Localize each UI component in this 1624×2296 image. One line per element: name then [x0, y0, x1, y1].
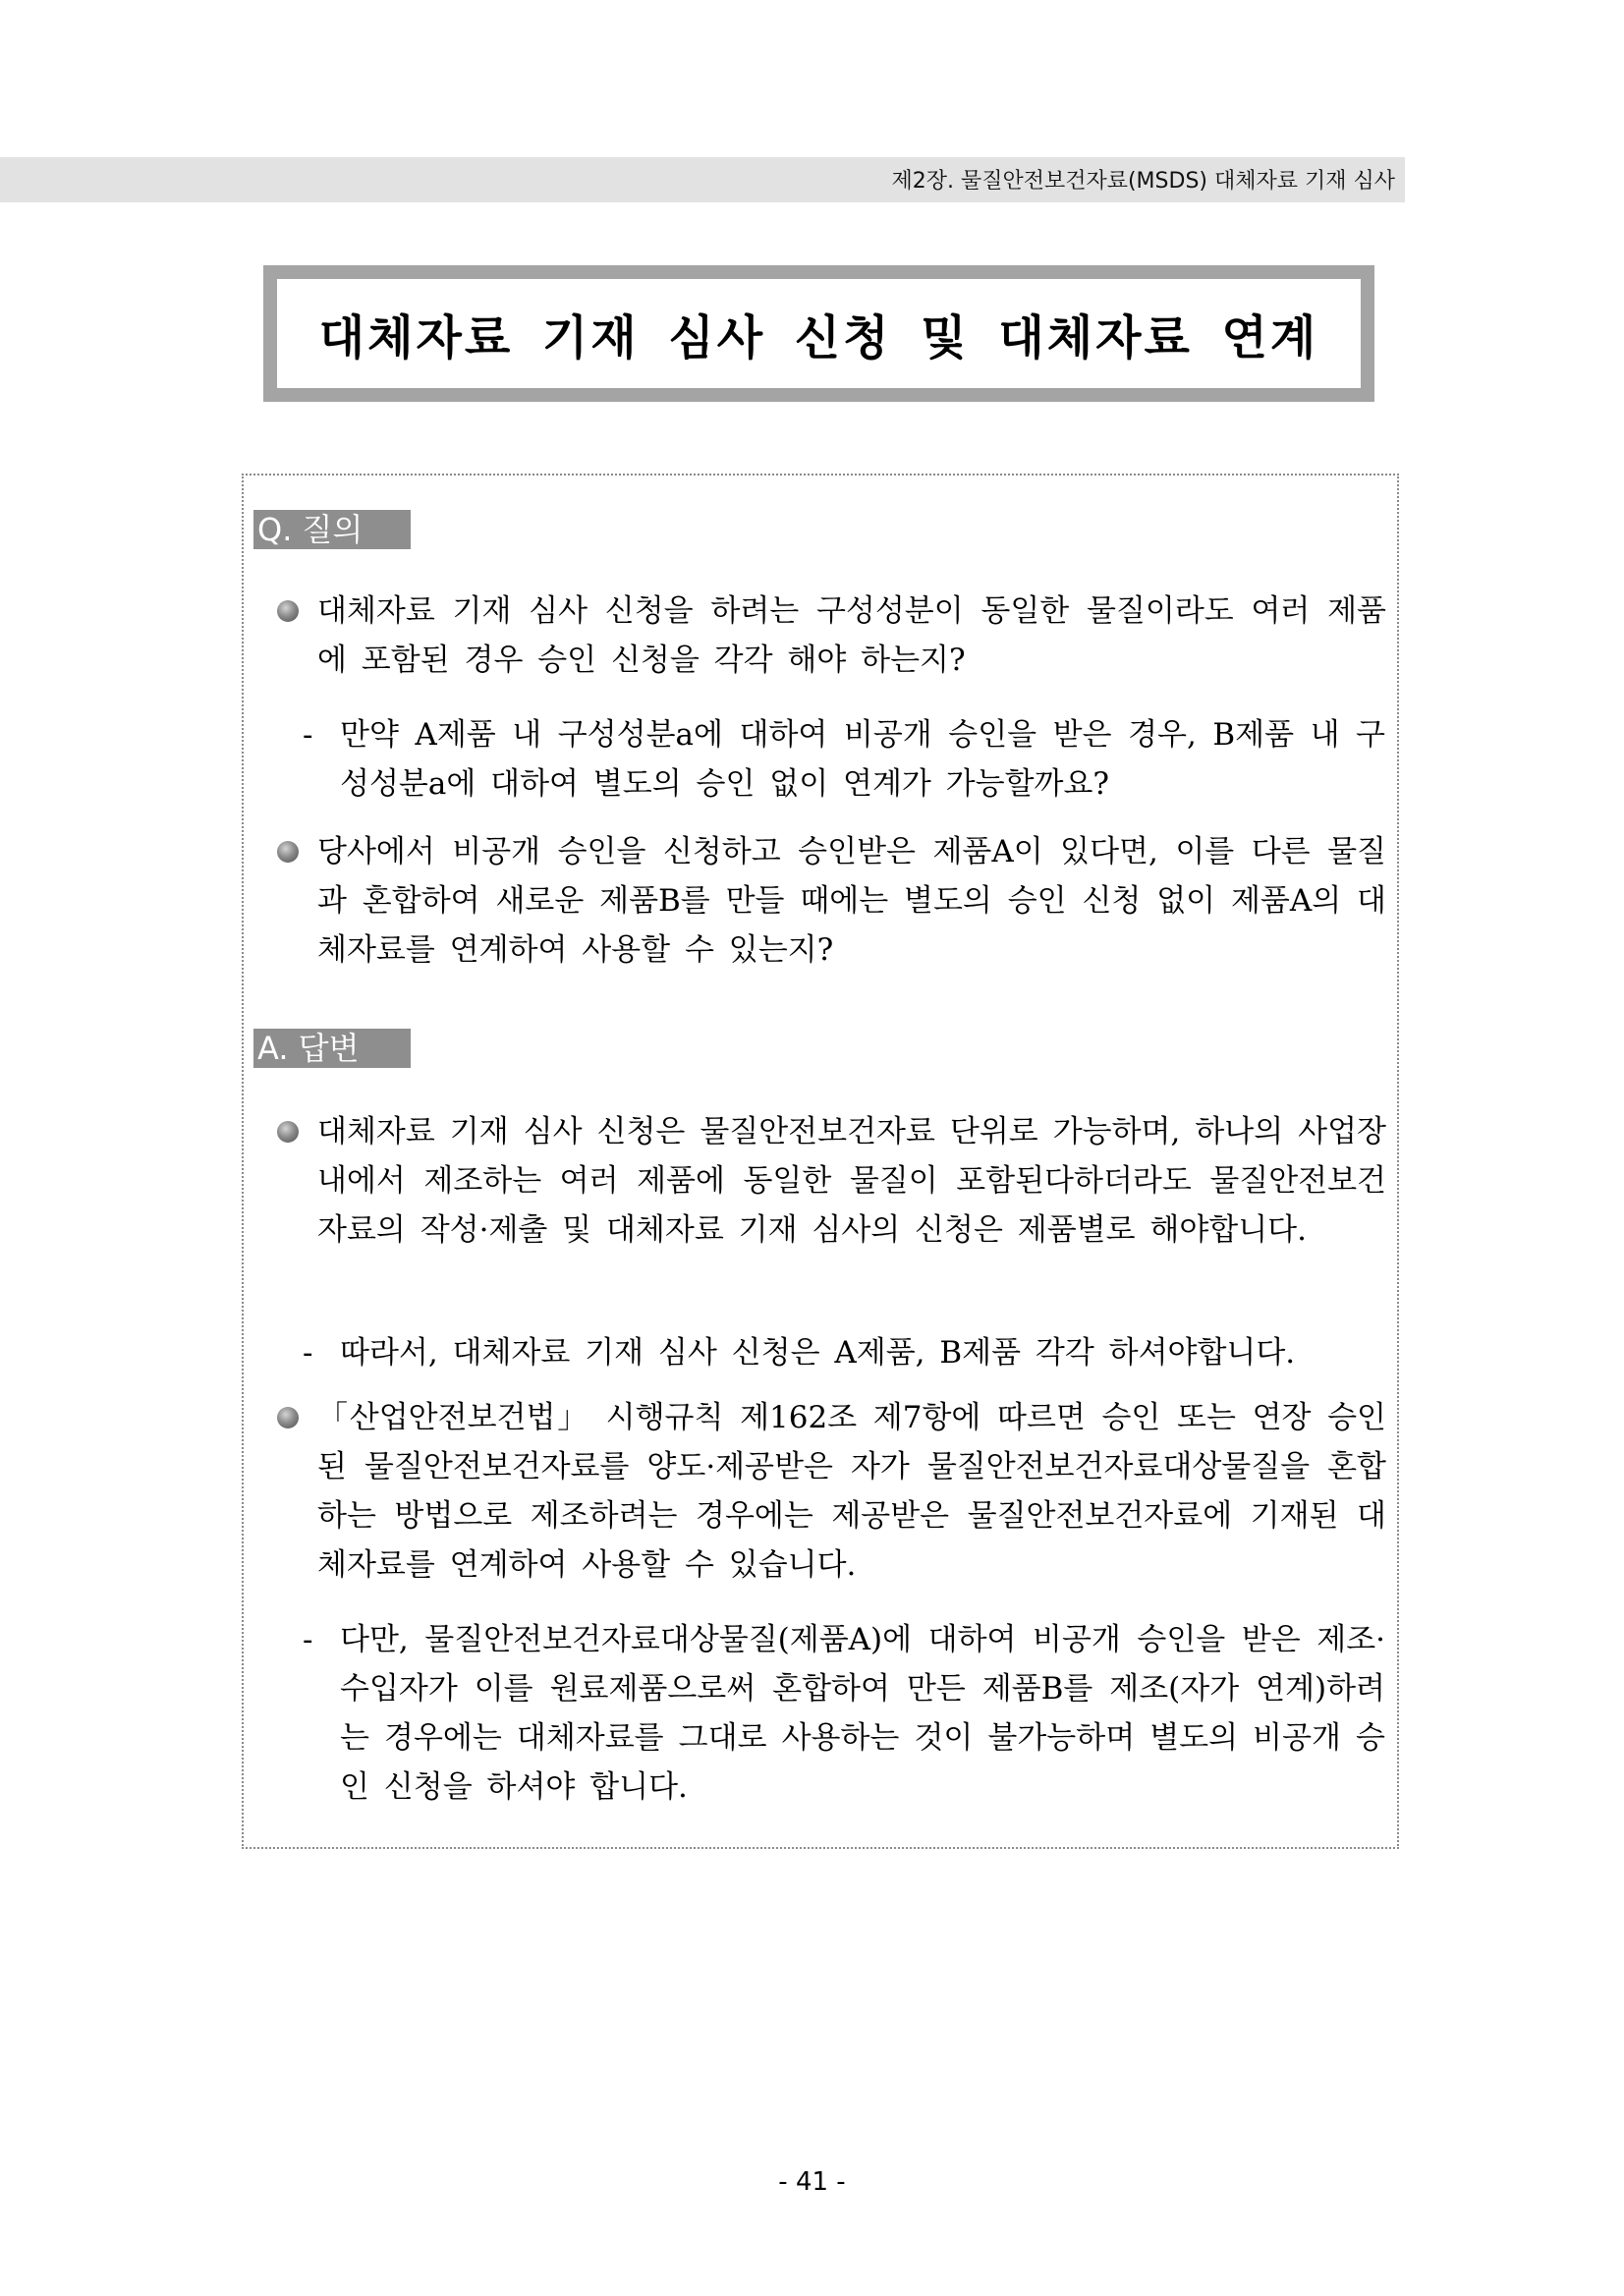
answer-item-2-sub-text: 다만, 물질안전보건자료대상물질(제품A)에 대하여 비공개 승인을 받은 제조·수입자가 이를 원료제품으로써 혼합하여 만든 제품B를 제조(자가 연계)하려는 경우에는 대체자료를 그대로 사용하는 것이 불가능하며 별도의 비공개 승인 신청을 하셔야 합니다.: [340, 1622, 1385, 1805]
chapter-header-band: [0, 157, 1405, 202]
question-label: Q. 질의: [253, 510, 411, 549]
question-item-1-text: 대체자료 기재 심사 신청을 하려는 구성성분이 동일한 물질이라도 여러 제품에 포함된 경우 승인 신청을 각각 해야 하는지?: [317, 593, 1386, 678]
page-title: 대체자료 기재 심사 신청 및 대체자료 연계: [318, 310, 1319, 365]
answer-item-2-text: 「산업안전보건법」 시행규칙 제162조 제7항에 따르면 승인 또는 연장 승인된 물질안전보건자료를 양도·제공받은 자가 물질안전보건자료대상물질을 혼합하는 방법으로 제조하려는 경우에는 제공받은 물질안전보건자료에 기재된 대체자료를 연계하여 사용할 수 있습니다.: [317, 1400, 1386, 1583]
dash-marker: -: [303, 1622, 313, 1657]
dash-marker: -: [303, 717, 313, 753]
answer-item-1-sub-text: 따라서, 대체자료 기재 심사 신청은 A제품, B제품 각각 하셔야합니다.: [340, 1335, 1296, 1371]
answer-item-1-text: 대체자료 기재 심사 신청은 물질안전보건자료 단위로 가능하며, 하나의 사업장 내에서 제조하는 여러 제품에 동일한 물질이 포함된다하더라도 물질안전보건자료의 작성·제출 및 대체자료 기재 심사의 신청은 제품별로 해야합니다.: [317, 1114, 1386, 1248]
bullet-icon: [277, 1407, 299, 1428]
page-title-frame: [263, 265, 1374, 402]
question-item-2-text: 당사에서 비공개 승인을 신청하고 승인받은 제품A이 있다면, 이를 다른 물질과 혼합하여 새로운 제품B를 만들 때에는 별도의 승인 신청 없이 제품A의 대체자료를 연계하여 사용할 수 있는지?: [317, 834, 1386, 968]
bullet-icon: [277, 1121, 299, 1143]
answer-label: A. 답변: [253, 1029, 411, 1068]
question-item-1-sub-text: 만약 A제품 내 구성성분a에 대하여 비공개 승인을 받은 경우, B제품 내 구성성분a에 대하여 별도의 승인 없이 연계가 가능할까요?: [340, 717, 1385, 802]
bullet-icon: [277, 600, 299, 622]
chapter-title: 제2장. 물질안전보건자료(MSDS) 대체자료 기재 심사: [891, 169, 1395, 194]
dash-marker: -: [303, 1335, 313, 1371]
bullet-icon: [277, 841, 299, 863]
page-number: - 41 -: [778, 2167, 846, 2197]
page-title-inner: [277, 279, 1361, 388]
